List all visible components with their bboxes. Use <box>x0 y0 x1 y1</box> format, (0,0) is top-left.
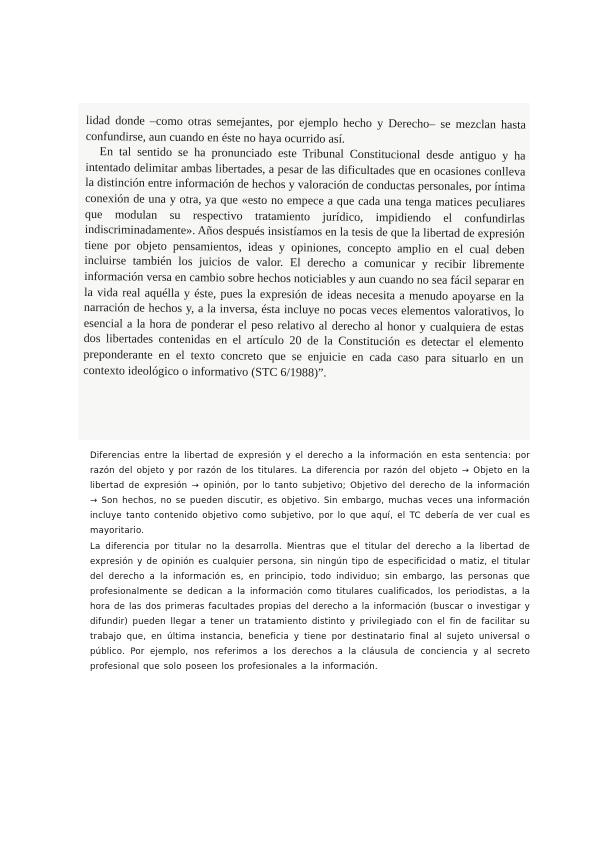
scan-bottom-edge <box>78 430 530 440</box>
scanned-text-block <box>83 113 526 383</box>
scanned-paragraph: En tal sentido se ha pronunciado este Tribunal Constitucional desde antiguo y ha intentado delimitar ambas libertades, a pesar de las dificultades que en ocasiones conlleva la distinción entre información de hechos y valoración de conductas personales, por íntima conexión de una y otra, ya que «esto no empece a que cada una tenga matices peculiares que modulan su respectivo tratamiento jurídico, impidiendo el confundirlas indiscriminadamente». Años después insistíamos en la tesis de que la libertad de expresión tiene por objeto pensamientos, ideas y opiniones, concepto amplio en el cual deben incluirse también los juicios de valor. El derecho a comunicar y recibir libremente información versa en cambio sobre hechos noticiables y aun cuando no sea fácil separar en la vida real aquélla y éste, pues la expresión de ideas necesita a menudo apoyarse en la narración de hechos y, a la inversa, ésta incluye no pocas veces elementos valorativos, lo esencial a la hora de ponderar el peso relativo al derecho al honor y cualquiera de estas dos libertades contenidas en el artículo 20 de la Constitución es detectar el elemento preponderante en el texto concreto que se enjuicie en cada caso para situarlo en un contexto ideológico o informativo (STC 6/1988)”. <box>83 144 526 380</box>
scanned-paragraph: lidad donde –como otras semejantes, por ejemplo hecho y Derecho– se mezclan hasta confundirse, aun cuando en éste no haya ocurrido así. <box>85 113 526 146</box>
scanned-book-excerpt <box>78 103 530 440</box>
notes-paragraph-objeto: Diferencias entre la libertad de expresión y el derecho a la información en esta sentencia: por razón del objeto y por razón de los titulares. La diferencia por razón del objeto → Objeto en la libertad de expresión → opinión, por lo tanto subjetivo; Objetivo del derecho de la información → Son hechos, no se pueden discutir, es objetivo. Sin embargo, muchas veces una información incluye tanto contenido objetivo como subjetivo, por lo que aquí, el TC debería de ver cual es mayoritario. <box>90 451 530 537</box>
notes-paragraph-titular: La diferencia por titular no la desarrolla. Mientras que el titular del derecho a la libertad de expresión y de opinión es cualquier persona, sin ningún tipo de especificidad o matiz, el titular del derecho a la información es, en principio, todo individuo; sin embargo, las personas que profesionalmente se dedican a la información como titulares cualificados, los periodistas, a la hora de las dos primeras facultades propias del derecho a la información (buscar o investigar y difundir) pueden llegar a tener un tratamiento distinto y privilegiado con el fin de facilitar su trabajo que, en última instancia, beneficia y tiene por destinatario final al sujeto universal o público. Por ejemplo, nos referimos a los derechos a la cláusula de conciencia y al secreto profesional que solo poseen los profesionales a la información. <box>90 541 530 673</box>
student-notes <box>90 449 530 675</box>
